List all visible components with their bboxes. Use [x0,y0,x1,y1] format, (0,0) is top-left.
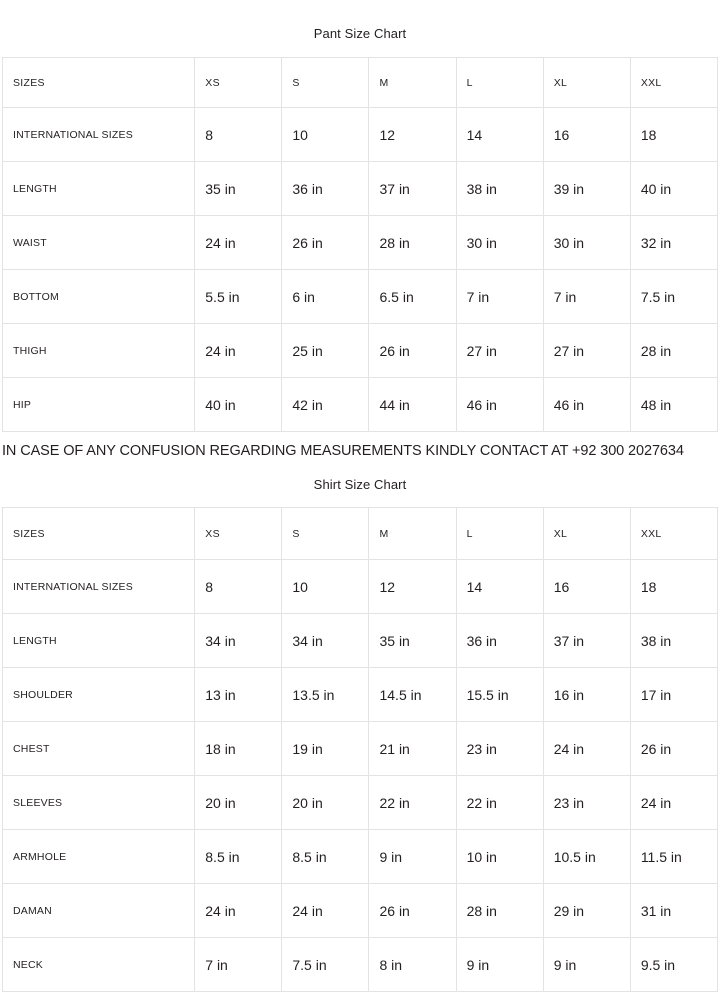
table-cell: 16 [543,108,630,162]
table-cell: 29 in [543,884,630,938]
table-row [3,884,718,938]
table-cell: 28 in [369,216,456,270]
measurement-contact-note: IN CASE OF ANY CONFUSION REGARDING MEASUREMENTS KINDLY CONTACT AT +92 300 2027634 [2,443,684,459]
table-cell: 12 [369,560,456,614]
table-cell: 37 in [543,614,630,668]
row-label: THIGH [3,324,195,378]
table-cell: 7 in [195,938,282,992]
table-cell: 22 in [369,776,456,830]
row-label: INTERNATIONAL SIZES [3,560,195,614]
table-cell: 8 in [369,938,456,992]
table-cell: 37 in [369,162,456,216]
table-cell: 9 in [456,938,543,992]
table-cell: 13.5 in [282,668,369,722]
table-cell: 8.5 in [282,830,369,884]
table-cell: 21 in [369,722,456,776]
table-cell: 28 in [456,884,543,938]
table-cell: 20 in [282,776,369,830]
table-cell: 7.5 in [630,270,717,324]
table-cell: 30 in [456,216,543,270]
table-cell: 16 in [543,668,630,722]
table-cell: 5.5 in [195,270,282,324]
table-cell: 7 in [543,270,630,324]
row-label: NECK [3,938,195,992]
row-label: INTERNATIONAL SIZES [3,108,195,162]
table-cell: 11.5 in [630,830,717,884]
column-header: S [282,58,369,108]
table-cell: 24 in [195,884,282,938]
column-header: XL [543,508,630,560]
row-label: CHEST [3,722,195,776]
table-cell: 22 in [456,776,543,830]
row-label: SHOULDER [3,668,195,722]
table-cell: 36 in [282,162,369,216]
table-cell: 20 in [195,776,282,830]
table-cell: 23 in [456,722,543,776]
row-label: LENGTH [3,614,195,668]
table-row [3,776,718,830]
table-cell: 24 in [195,216,282,270]
table-cell: 30 in [543,216,630,270]
table-cell: 13 in [195,668,282,722]
table-cell: 9.5 in [630,938,717,992]
table-cell: 14.5 in [369,668,456,722]
table-cell: 46 in [543,378,630,432]
table-cell: 7.5 in [282,938,369,992]
row-label: WAIST [3,216,195,270]
column-header: SIZES [3,58,195,108]
table-cell: 26 in [369,884,456,938]
table-cell: 42 in [282,378,369,432]
table-cell: 34 in [195,614,282,668]
table-cell: 32 in [630,216,717,270]
table-cell: 10 [282,108,369,162]
table-row [3,560,718,614]
table-cell: 31 in [630,884,717,938]
column-header: XXL [630,508,717,560]
table-cell: 28 in [630,324,717,378]
column-header: XS [195,58,282,108]
table-cell: 16 [543,560,630,614]
table-row [3,216,718,270]
table-cell: 12 [369,108,456,162]
table-cell: 15.5 in [456,668,543,722]
table-cell: 6 in [282,270,369,324]
table-cell: 40 in [630,162,717,216]
table-cell: 24 in [195,324,282,378]
table-cell: 14 [456,108,543,162]
column-header: M [369,508,456,560]
pant-size-chart-title: Pant Size Chart [313,26,407,41]
row-label: DAMAN [3,884,195,938]
table-cell: 35 in [369,614,456,668]
table-cell: 10.5 in [543,830,630,884]
table-cell: 23 in [543,776,630,830]
table-cell: 34 in [282,614,369,668]
table-cell: 44 in [369,378,456,432]
column-header: SIZES [3,508,195,560]
table-cell: 38 in [456,162,543,216]
table-cell: 25 in [282,324,369,378]
table-row [3,722,718,776]
table-cell: 18 [630,560,717,614]
table-cell: 27 in [456,324,543,378]
table-cell: 26 in [282,216,369,270]
table-cell: 10 [282,560,369,614]
table-cell: 27 in [543,324,630,378]
shirt-size-chart-title: Shirt Size Chart [313,477,407,493]
table-cell: 19 in [282,722,369,776]
shirt-size-chart-table [2,507,718,992]
row-label: ARMHOLE [3,830,195,884]
row-label: LENGTH [3,162,195,216]
table-row [3,938,718,992]
table-cell: 26 in [630,722,717,776]
table-cell: 35 in [195,162,282,216]
table-row [3,270,718,324]
table-cell: 9 in [369,830,456,884]
table-row [3,108,718,162]
table-cell: 6.5 in [369,270,456,324]
table-header-row [3,508,718,560]
table-cell: 38 in [630,614,717,668]
table-row [3,378,718,432]
table-row [3,162,718,216]
table-row [3,668,718,722]
table-cell: 8 [195,560,282,614]
table-cell: 8.5 in [195,830,282,884]
column-header: XL [543,58,630,108]
row-label: HIP [3,378,195,432]
table-cell: 24 in [282,884,369,938]
column-header: S [282,508,369,560]
column-header: M [369,58,456,108]
table-cell: 24 in [543,722,630,776]
table-cell: 24 in [630,776,717,830]
table-row [3,324,718,378]
table-cell: 18 [630,108,717,162]
table-cell: 7 in [456,270,543,324]
table-cell: 17 in [630,668,717,722]
table-cell: 8 [195,108,282,162]
row-label: SLEEVES [3,776,195,830]
table-cell: 46 in [456,378,543,432]
row-label: BOTTOM [3,270,195,324]
table-cell: 18 in [195,722,282,776]
table-cell: 26 in [369,324,456,378]
column-header: L [456,58,543,108]
table-cell: 40 in [195,378,282,432]
table-cell: 36 in [456,614,543,668]
table-cell: 9 in [543,938,630,992]
pant-size-chart-table [2,57,718,432]
table-header-row [3,58,718,108]
table-cell: 10 in [456,830,543,884]
table-cell: 14 [456,560,543,614]
column-header: XXL [630,58,717,108]
table-cell: 39 in [543,162,630,216]
column-header: XS [195,508,282,560]
column-header: L [456,508,543,560]
table-row [3,830,718,884]
table-cell: 48 in [630,378,717,432]
table-row [3,614,718,668]
